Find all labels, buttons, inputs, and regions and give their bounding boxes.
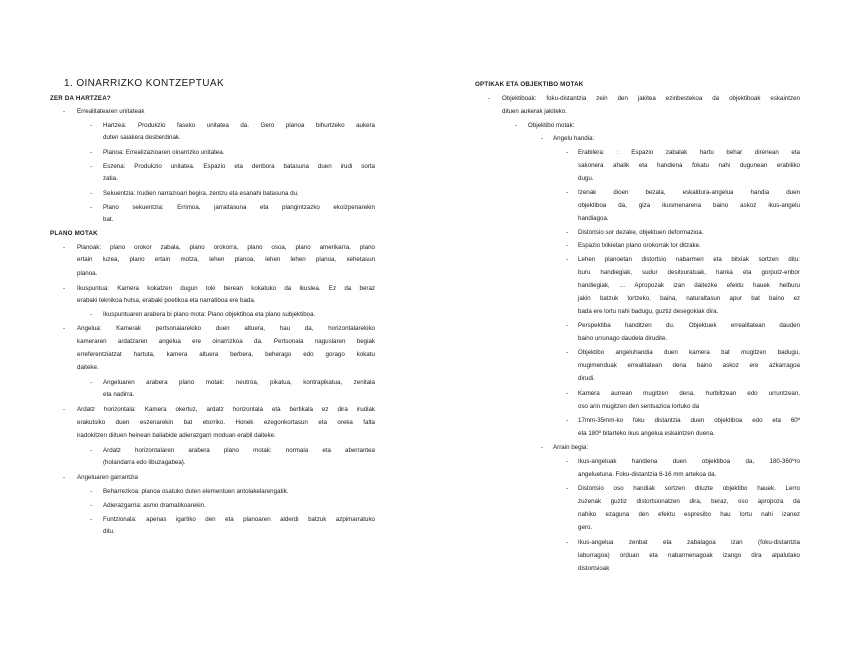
list-item-cont: angeluetuna. Foku-distantzia 6-16 mm artekoa da. [578,471,717,478]
page-title: 1. OINARRIZKO KONTZEPTUAK [64,78,225,89]
list-item: Ikuspuntua: Kamera kokatzen dugun toki berean kokatuko da ikuslea. Ez da beraz [77,285,375,292]
list-item-cont: bat. [103,216,114,223]
list-item: Angeluaren garrantzia [77,474,138,481]
list-item: Planoak: plano orokor zabala, plano orokorra, plano osoa, plano amerikarra, plano [77,244,375,251]
dash-bullet: - [90,163,93,170]
list-item-cont: gero. [578,524,593,531]
list-item-cont: jakin batzuk lortzeko, baina, naturaltasun apur bat baino ez [578,295,800,302]
list-item-cont: sakonera ahalik eta handiena fokatu nahi dugunean erabiliko [578,162,800,169]
list-item: Lehen planoetan distortsio nabarmen eta bitxiak sortzen ditu: [578,256,800,263]
list-item-cont: buru handiegiak, sudur desitxuratuak, hanka eta gorputz-enbor [578,269,800,276]
list-item: Espazio txikietan plano orokorrak lor ditzake. [578,242,701,249]
dash-bullet: - [90,149,93,156]
list-item-cont: oso arin mugitzen den sentsazioa lortuko da [578,403,700,410]
list-item: Errealitatearen unitateak [77,108,145,115]
list-item-cont: dituen aukerak jakiteko. [502,108,568,115]
list-item: Funtzionala: apenas igartiko den eta planoaren alderdi batzuk azpimarratuko [103,516,375,523]
list-item-cont: bada ere lortu nahi badugu, guztiz desegokiak dira. [578,308,719,315]
dash-bullet: - [90,502,93,509]
list-item-cont: zuzenak guztiz distortsionatzen dira, beraz, oso apropoza da [578,498,800,505]
dash-bullet: - [90,190,93,197]
dash-bullet: - [566,322,569,329]
list-item-cont: erabaki teknikoa hutsa, erabaki poetikoa eta narratiboa ere bada. [77,297,256,304]
list-item-cont: mugimenduak errealitatean dena baino askoz ere azkarragoa [578,362,800,369]
list-item: Ikuspuntuaren arabera bi plano mota: Plano objektiboa eta plano subjektiboa. [103,311,316,318]
dash-bullet: - [63,474,66,481]
list-item: Ikus-angeluak handiena duen objektiboa da, 180-360ºro [578,458,800,465]
list-item: Erabilera: : Espazio zabalak hartu behar direnean eta [578,149,800,156]
list-item: Kamera aurrean mugitzen dena, hurbiltzean edo urruntzean, [578,390,800,397]
dash-bullet: - [566,229,569,236]
list-item-cont: objektiboa da, giza ikusmenarena baino askoz ikus-angelu [578,202,800,209]
list-item: Distortsio sor dezake, objektuen deformazioa. [578,229,704,236]
list-item-cont: distortsioak [578,565,610,572]
list-item: 17mm-35mm-ko foku distantzia duen objektiboa edo eta 60º [578,417,800,424]
list-item: Objektiboak: foku-distantzia zein den jakitea ezinbestekoa da objektiboak eskaintzen [502,95,800,102]
dash-bullet: - [63,325,66,332]
dash-bullet: - [63,406,66,413]
list-item-cont: daiteke. [77,364,99,371]
dash-bullet: - [566,149,569,156]
list-item-cont: zatia. [103,175,118,182]
dash-bullet: - [90,311,93,318]
list-item: Izenak dioen bezala, eskaldura-angelua handia duen [578,189,800,196]
list-item-cont: iradokitzen diituen heinean baliabide adierazgarri moduan erabil daiteke. [77,432,276,439]
dash-bullet: - [90,516,93,523]
dash-bullet: - [90,488,93,495]
dash-bullet: - [566,349,569,356]
dash-bullet: - [566,539,569,546]
dash-bullet: - [488,95,491,102]
dash-bullet: - [566,256,569,263]
list-item-cont: duten saiakera desberdinak. [103,134,181,141]
list-item: Angeluaren arabera plano motak: neutroa, pikatua, kontrapikatua, zenitala [103,379,375,386]
list-item-cont: planoa. [77,270,98,277]
dash-bullet: - [63,285,66,292]
list-item-cont: (holandarra edo libuzagabea). [103,459,186,466]
section-heading: ZER DA HARTZEA? [50,95,111,102]
dash-bullet: - [566,485,569,492]
list-item-cont: kameraren ardatzaren angelua ere oinarrizkoa da. Pertsonaia naguslaren begiak [77,338,375,345]
dash-bullet: - [541,444,544,451]
section-heading: OPTIKAK ETA OBJEKTIBO MOTAK [475,81,584,88]
list-item: Plano sekuentzia: Errimoa, jarraitasuna eta plangintzazko ekoizpenarekin [103,204,375,211]
list-item: Ikus-angelua zenbat eta zabalagoa izan (foku-distantzia [578,539,800,546]
dash-bullet: - [90,204,93,211]
list-item-cont: erreferentziatzat hartuta, kamera altuera berbera, beherago edo gorago kokatu [77,351,375,358]
dash-bullet: - [90,122,93,129]
list-item-cont: dugu. [578,175,594,182]
list-item: Perspektiba handitzen du. Objektuek errealitatean dauden [578,322,800,329]
list-item: Ardatz horizontalaren arabera plano motak: normala eta aberrantea [103,447,375,454]
dash-bullet: - [541,135,544,142]
list-item-cont: handiagoa. [578,215,609,222]
list-item: Objektibo motak: [528,122,575,129]
list-item-cont: ertain luzea, plano ertain motza, lehen planoa, lehen lehen planoa, xehetasun [77,256,375,263]
list-item: Planoa: Errealizazioaren oinarrizko unitatea. [103,149,225,156]
section-heading: PLANO MOTAK [50,230,98,237]
list-item-cont: baino urrunago daudela dirudite. [578,335,668,342]
list-item: Arrain begia: [553,444,589,451]
dash-bullet: - [90,379,93,386]
dash-bullet: - [515,122,518,129]
list-item: Adierazgarria: asmo dramatikoarekin. [103,502,206,509]
dash-bullet: - [566,390,569,397]
list-item-cont: eta 180º bitarteko ikus angelua eskaintzen duena. [578,430,715,437]
dash-bullet: - [566,242,569,249]
list-item-cont: eta nadirra. [103,391,135,398]
list-item: Angelu handia: [553,135,595,142]
list-item: Ardatz horizontala: Kamera okertuz, ardatz horizontala eta bertikala ez dira irudiak [77,406,375,413]
list-item: Objektibo angeluhandia duen kamera bat mugitzen badugu, [578,349,800,356]
list-item: Eszena: Produkzio unitatea. Espazio eta denbora batasuna duen irudi sorta [103,163,375,170]
list-item: Sekuentzia: Irudien narrazioari begira, zentzu eta esanahi batasuna du. [103,190,299,197]
list-item: Beharrezkoa: planoa osatuko duten elementuen antolakelarengatik. [103,488,289,495]
list-item-cont: nahiko ezaguna den efektu espresibo hau lortu nahi izanez [578,511,800,518]
list-item-cont: laburragoa) orduan eta nabarmenagoak izango dira alpalutako [578,552,800,559]
dash-bullet: - [63,108,66,115]
dash-bullet: - [566,458,569,465]
list-item-cont: dirudi. [578,375,595,382]
list-item-cont: handiegiak, … Apropozak izan daitezke efektu hauek helburu [578,282,800,289]
list-item: Angelua: Kamerak pertsonaiarekiko duen altuera, hau da, horizontalarekiko [77,325,375,332]
dash-bullet: - [90,447,93,454]
list-item: Distortsio oso handiak sortzen dituzte objektibo hauek. Lerro [578,485,800,492]
dash-bullet: - [566,189,569,196]
list-item: Hartzea: Produkzio faseko unitatea da. Gero planoa bihurtzeko aukera [103,122,375,129]
dash-bullet: - [566,417,569,424]
dash-bullet: - [63,244,66,251]
list-item-cont: erakutsiko duen eszenarekin bat etorriko. Honek ezegonkortasun eta oreka falta [77,419,375,426]
list-item-cont: ditu. [103,528,115,535]
